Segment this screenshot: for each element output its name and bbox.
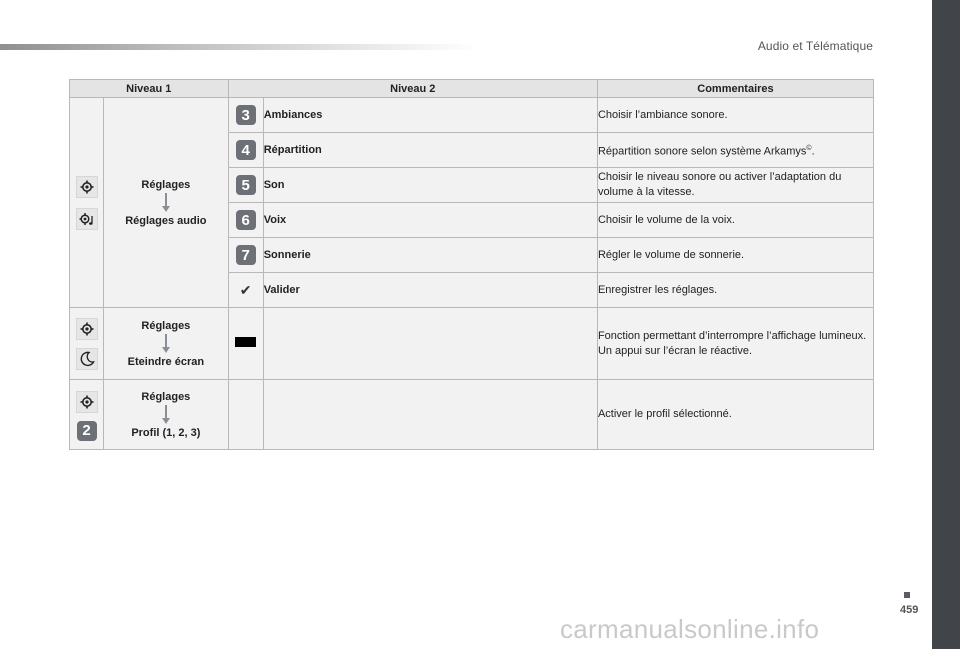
level1-subtitle: Profil (1, 2, 3) [131,426,201,439]
option-comment: Répartition sonore selon système Arkamys©. [597,133,873,168]
number-badge: 4 [236,140,256,160]
gear-icon [76,318,98,340]
option-name: Voix [263,203,597,238]
screen-off-icon [235,337,256,347]
watermark: carmanualsonline.info [560,614,820,644]
level1-subtitle: Réglages audio [125,214,207,227]
arrow-down-icon [161,405,171,425]
empty-cell [263,308,597,380]
option-name: Sonnerie [263,238,597,273]
option-comment: Régler le volume de sonnerie. [597,238,873,273]
header-gradient-bar [0,44,480,50]
header-niveau-1: Niveau 1 [70,80,229,98]
number-badge: 2 [77,421,97,441]
arrow-down-icon [161,193,171,213]
empty-cell [228,380,263,450]
level1-title: Réglages [141,390,191,403]
number-badge: 5 [236,175,256,195]
side-rail [932,0,960,649]
option-name: Valider [263,273,597,308]
header-commentaires: Commentaires [597,80,873,98]
copyright-mark: © [806,144,812,152]
group1-icon-cell [70,98,104,308]
option-comment: Activer le profil sélectionné. [597,380,873,450]
arrow-down-icon [161,334,171,354]
gear-icon [76,176,98,198]
page-number: 459 [900,604,919,616]
option-comment: Choisir l’ambiance sonore. [597,98,873,133]
number-badge: 3 [236,105,256,125]
option-name: Son [263,168,597,203]
settings-table [69,79,874,450]
group2-icon-cell [70,308,104,380]
section-title: Audio et Télématique [757,39,873,53]
table-row [70,380,874,450]
table-header-row [70,80,874,98]
option-comment: Choisir le niveau sonore ou activer l’adaptation du volume à la vitesse. [597,168,873,203]
gear-music-icon [76,208,98,230]
option-comment: Enregistrer les réglages. [597,273,873,308]
group1-level1-cell [104,98,228,308]
number-badge: 6 [236,210,256,230]
table-row [70,308,874,380]
gear-icon [76,391,98,413]
page-marker [904,592,910,598]
option-comment: Choisir le volume de la voix. [597,203,873,238]
empty-cell [263,380,597,450]
level1-title: Réglages [141,178,191,191]
option-comment: Fonction permettant d’interrompre l’affichage lumineux. Un appui sur l’écran le réactive. [597,308,873,380]
group2-level1-cell [104,308,228,380]
table-row [70,98,874,133]
group3-level1-cell [104,380,228,450]
moon-icon [76,348,98,370]
number-badge: 7 [236,245,256,265]
option-name: Répartition [263,133,597,168]
level1-subtitle: Eteindre écran [127,355,205,368]
option-name: Ambiances [263,98,597,133]
group3-icon-cell [70,380,104,450]
header-niveau-2: Niveau 2 [228,80,597,98]
level1-title: Réglages [141,319,191,332]
check-icon: ✔ [239,281,252,298]
